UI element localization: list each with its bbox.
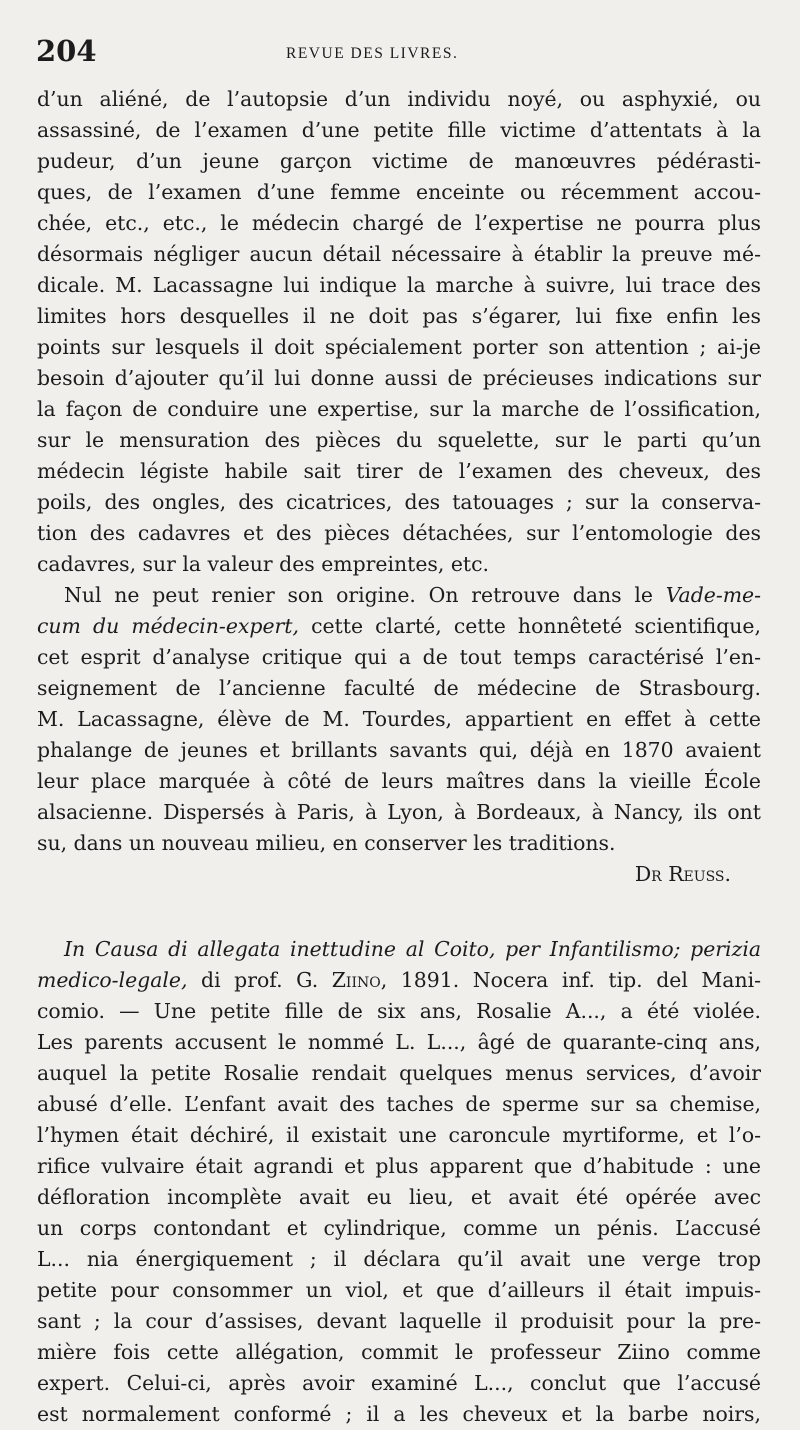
text-line: l’hymen était déchiré, il existait une caroncule myrtiforme, et l’o-: [37, 1123, 761, 1147]
text-line: dicale. M. Lacassagne lui indique la marche à suivre, lui trace des: [37, 273, 761, 297]
text-line: seignement de l’ancienne faculté de médecine de Strasbourg.: [37, 676, 761, 700]
text-line: mière fois cette allégation, commit le professeur Ziino comme: [37, 1340, 761, 1364]
text-line: sur le mensuration des pièces du squelette, sur le parti qu’un: [37, 428, 761, 452]
paragraph-1: [37, 84, 761, 580]
author-name: Ziino: [331, 968, 381, 992]
text-line: Nul ne peut renier son origine. On retrouve dans le Vade-me-: [64, 583, 761, 607]
text-line: un corps contondant et cylindrique, comme un pénis. L’accusé: [37, 1216, 761, 1240]
text-line: expert. Celui-ci, après avoir examiné L..., conclut que l’accusé: [37, 1371, 761, 1395]
text-line: ques, de l’examen d’une femme enceinte ou récemment accou-: [37, 180, 761, 204]
text-line: Les parents accusent le nommé L. L..., âgé de quarante-cinq ans,: [37, 1030, 761, 1054]
text-line: médecin légiste habile sait tirer de l’examen des cheveux, des: [37, 459, 761, 483]
running-head: REVUE DES LIVRES.: [286, 45, 459, 62]
text-line: poils, des ongles, des cicatrices, des tatouages ; sur la conserva-: [37, 490, 761, 514]
text-line: alsacienne. Dispersés à Paris, à Lyon, à Bordeaux, à Nancy, ils ont: [37, 800, 761, 824]
text-line: cet esprit d’analyse critique qui a de tout temps caractérisé l’en-: [37, 645, 761, 669]
text-line: est normalement conformé ; il a les cheveux et la barbe noirs,: [37, 1402, 761, 1426]
text-line: d’un aliéné, de l’autopsie d’un individu noyé, ou asphyxié, ou: [37, 87, 761, 111]
text-line: besoin d’ajouter qu’il lui donne aussi de précieuses indications sur: [37, 366, 761, 390]
text-line: pudeur, d’un jeune garçon victime de manœuvres pédérasti-: [37, 149, 761, 173]
review-2: [37, 934, 761, 1430]
text-line: leur place marquée à côté de leurs maîtres dans la vieille École: [37, 769, 761, 793]
text-line: M. Lacassagne, élève de M. Tourdes, appartient en effet à cette: [37, 707, 761, 731]
text-line: cadavres, sur la valeur des empreintes, etc.: [37, 552, 489, 576]
text-line: L... nia énergiquement ; il déclara qu’il avait une verge trop: [37, 1247, 761, 1271]
text-line: sant ; la cour d’assises, devant laquelle il produisit pour la pre-: [37, 1309, 761, 1333]
signature: Dr Reuss.: [634, 862, 731, 886]
text-line: défloration incomplète avait eu lieu, et avait été opérée avec: [37, 1185, 761, 1209]
text-line: medico-legale, di prof. G. Ziino, 1891. Nocera inf. tip. del Mani-: [37, 968, 761, 992]
text-line: points sur lesquels il doit spécialement porter son attention ; ai-je: [37, 335, 761, 359]
text-line: assassiné, de l’examen d’une petite fille victime d’attentats à la: [37, 118, 761, 142]
text-line: abusé d’elle. L’enfant avait des taches de sperme sur sa chemise,: [37, 1092, 761, 1116]
page-number: 204: [36, 34, 97, 68]
text-line: chée, etc., etc., le médecin chargé de l’expertise ne pourra plus: [37, 211, 761, 235]
text-line: tion des cadavres et des pièces détachées, sur l’entomologie des: [37, 521, 761, 545]
text-line: phalange de jeunes et brillants savants qui, déjà en 1870 avaient: [37, 738, 761, 762]
text-line: limites hors desquelles il ne doit pas s’égarer, lui fixe enfin les: [37, 304, 761, 328]
text-line: su, dans un nouveau milieu, en conserver les traditions.: [37, 831, 616, 855]
text-line: petite pour consommer un viol, et que d’ailleurs il était impuis-: [37, 1278, 761, 1302]
review-title-line: In Causa di allegata inettudine al Coito, per Infantilismo; perizia: [64, 937, 761, 961]
text-line: auquel la petite Rosalie rendait quelques menus services, d’avoir: [37, 1061, 761, 1085]
page-header: [36, 34, 760, 74]
text-line: comio. — Une petite fille de six ans, Rosalie A..., a été violée.: [37, 999, 761, 1023]
text-line: la façon de conduire une expertise, sur la marche de l’ossification,: [37, 397, 761, 421]
text-line: cum du médecin-expert, cette clarté, cette honnêteté scientifique,: [37, 614, 761, 638]
body-text: [37, 84, 761, 1430]
paragraph-2: [37, 580, 761, 859]
text-line: désormais négliger aucun détail nécessaire à établir la preuve mé-: [37, 242, 761, 266]
text-line: rifice vulvaire était agrandi et plus apparent que d’habitude : une: [37, 1154, 761, 1178]
